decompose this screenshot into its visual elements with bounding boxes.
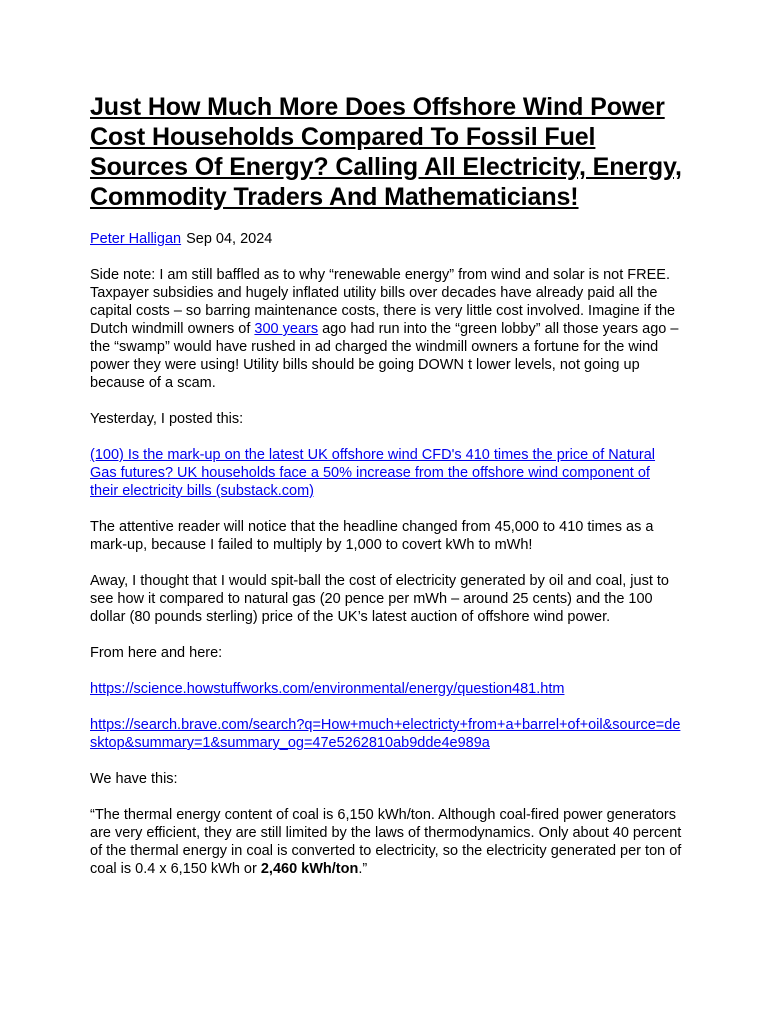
publish-date: Sep 04, 2024 [186,231,273,247]
paragraph-coal-quote: “The thermal energy content of coal is 6,150 kWh/ton. Although coal-fired power generators are very efficient, they are still limited by the laws of thermodynamics. Only about 40 percent of the thermal energy in coal is converted to electricity, so the electricity generated per ton of coal is 0.4 x 6,150 kWh or 2,460 kWh/ton.” [90,807,682,877]
article-title: Just How Much More Does Offshore Wind Power Cost Households Compared To Fossil Fuel Sources Of Energy? Calling All Electricity, Energy, Commodity Traders And Mathematicians! [90,93,682,211]
paragraph-substack-link [90,446,682,500]
paragraph-yesterday: Yesterday, I posted this: [90,411,244,427]
paragraph-headline-change: The attentive reader will notice that the headline changed from 45,000 to 410 times as a mark-up, because I failed to multiply by 1,000 to covert kWh to mWh! [90,519,654,553]
paragraph-we-have: We have this: [90,771,178,787]
coal-output-value: 2,460 kWh/ton [260,861,359,877]
paragraph-from-here: From here and here: [90,645,223,661]
paragraph-brave-link [90,716,682,752]
paragraph-spit-ball: Away, I thought that I would spit-ball the cost of electricity generated by oil and coal, just to see how it compared to natural gas (20 pence per mWh – around 25 cents) and the 100 dollar (80 pounds sterling) price of the UK’s latest auction of offshore wind power. [90,573,669,625]
substack-post-link[interactable]: (100) Is the mark-up on the latest UK offshore wind CFD's 410 times the price of Natural Gas futures? UK households face a 50% increase from the offshore wind component of their electricity bills (substack.com) [90,447,656,499]
byline [90,230,682,248]
link-300-years[interactable]: 300 years [254,321,319,337]
howstuffworks-link[interactable]: https://science.howstuffworks.com/environmental/energy/question481.htm [90,681,565,697]
brave-search-link[interactable]: https://search.brave.com/search?q=How+much+electricty+from+a+barrel+of+oil&source=desktop&summary=1&summary_og=47e5262810ab9dde4e989a [90,717,681,751]
author-link[interactable]: Peter Halligan [90,231,182,247]
paragraph-side-note: Side note: I am still baffled as to why “renewable energy” from wind and solar is not FREE. Taxpayer subsidies and hugely inflated utility bills over decades have already paid all the capital costs – so barring maintenance costs, there is very little cost involved. Imagine if the Dutch windmill owners of 300 years ago had run into the “green lobby” all those years ago – the “swamp” would have rushed in ad charged the windmill owners a fortune for the wind power they were using! Utility bills should be going DOWN t lower levels, not going up because of a scam. [90,267,679,391]
article [90,92,682,878]
paragraph-howstuffworks-link [90,680,682,698]
